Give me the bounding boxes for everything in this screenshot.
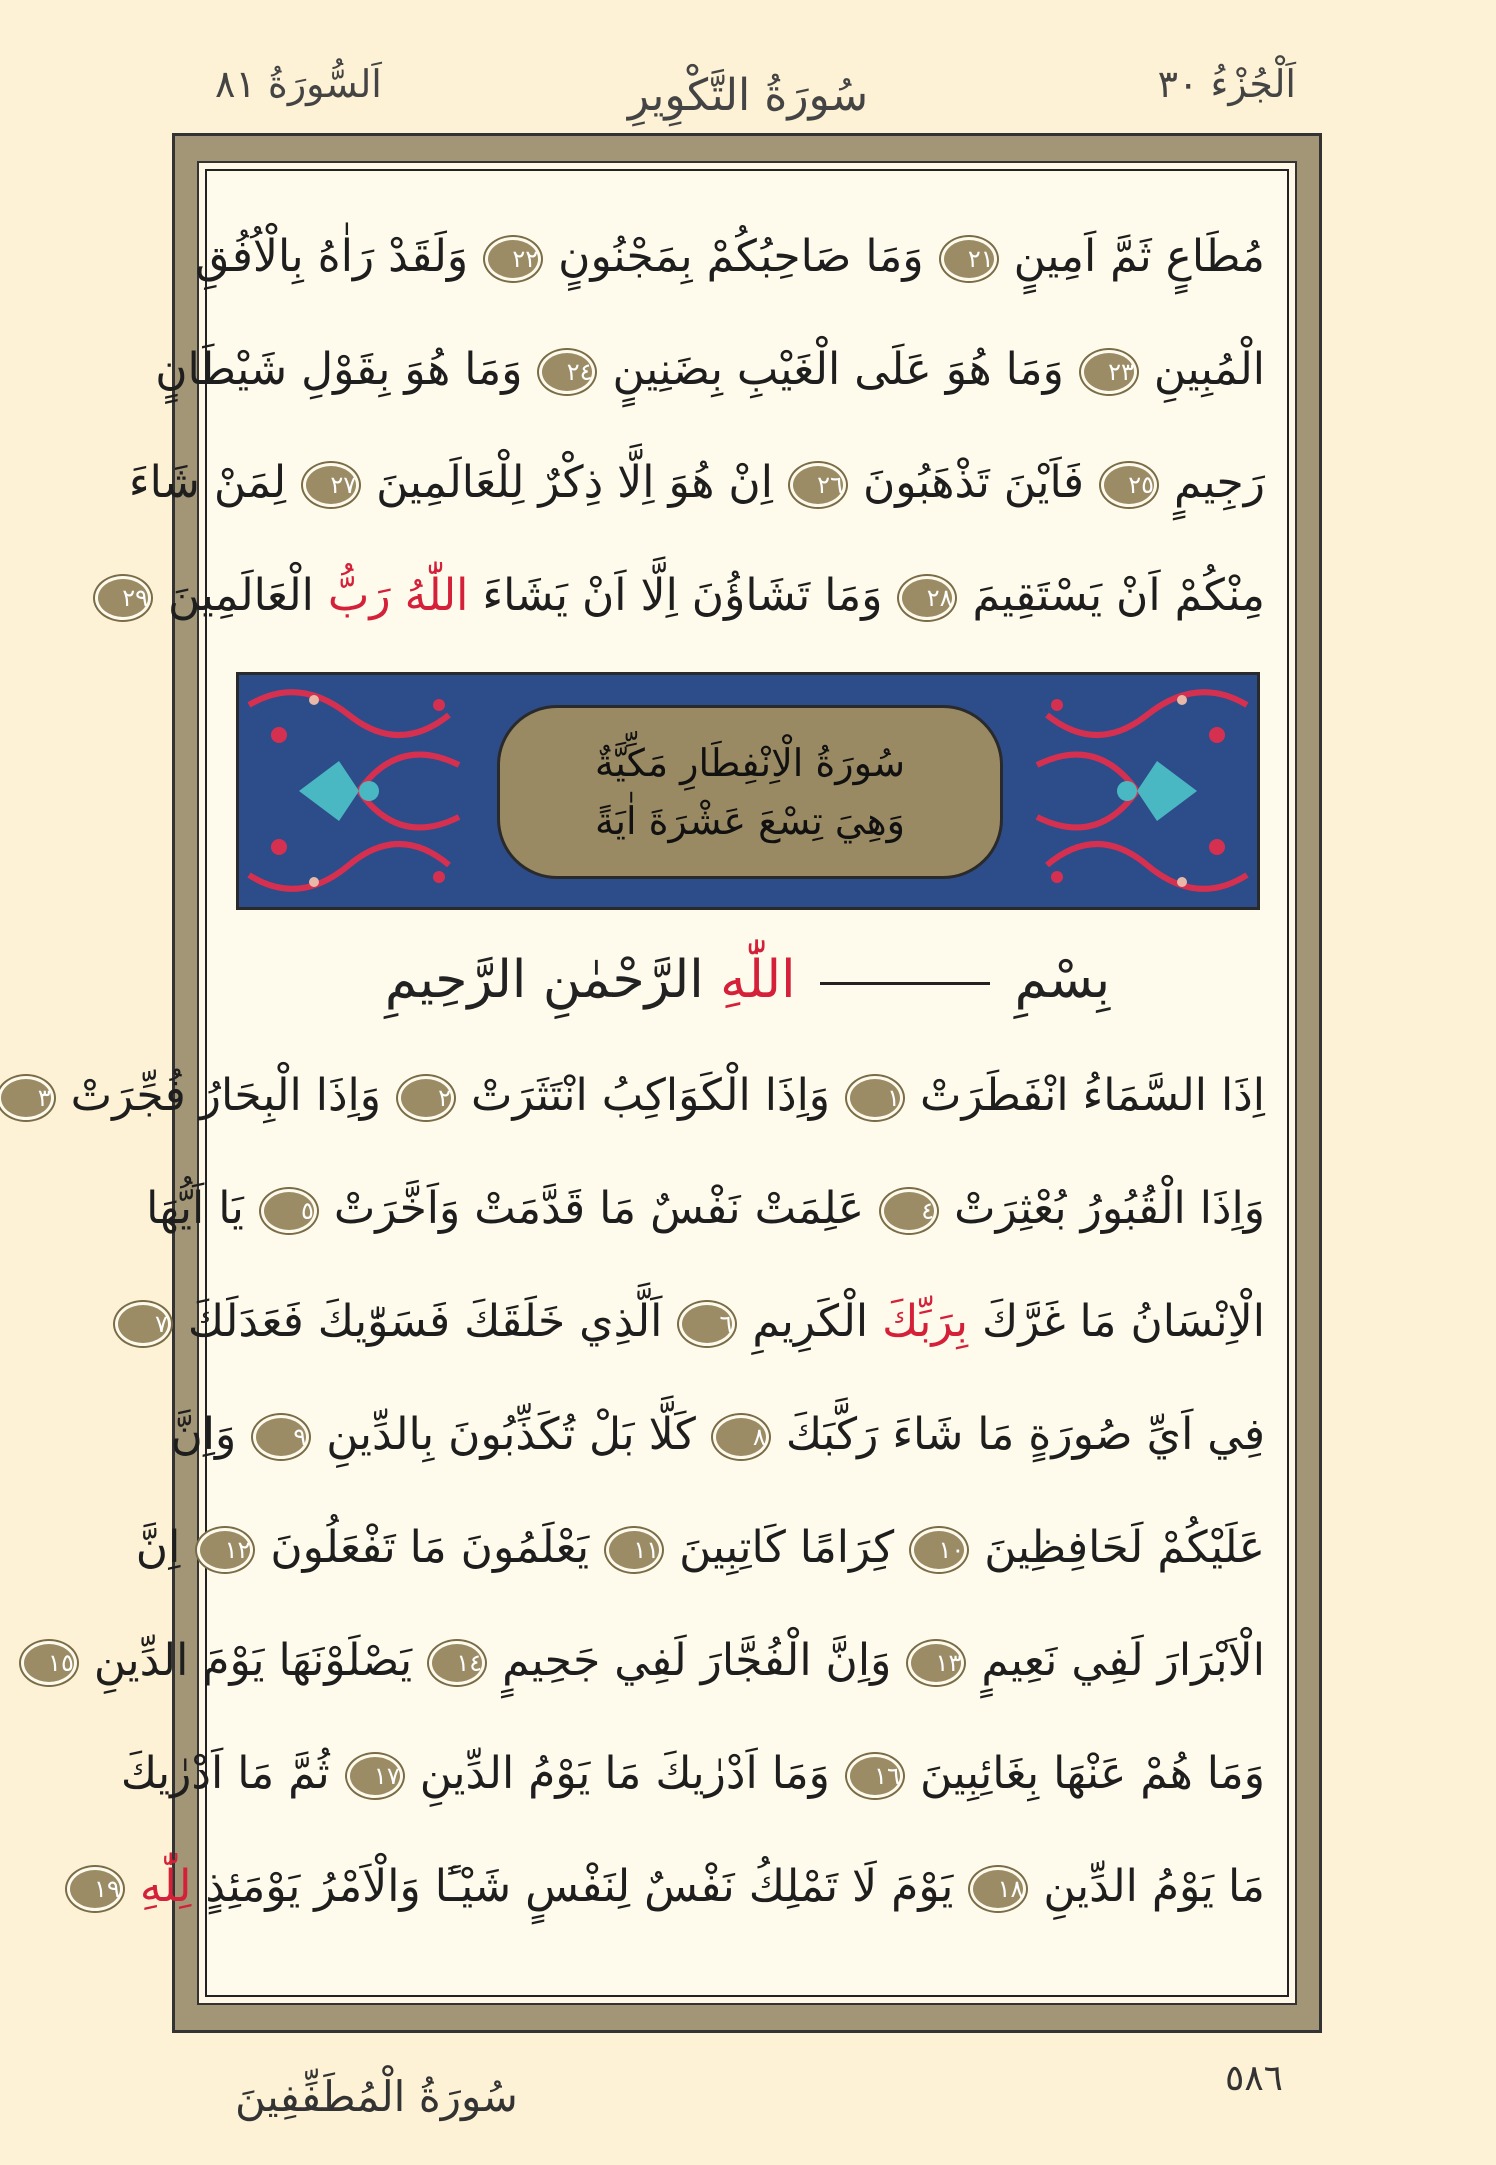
text-line: الْاِنْسَانُ مَا غَرَّكَ بِرَبِّكَ الْكَرِيمِ ٦ اَلَّذِي خَلَقَكَ فَسَوّٰيكَ فَعَدَلَكَ ٧ (230, 1272, 1265, 1372)
text-line: مُطَاعٍ ثَمَّ اَمِينٍ ٢١ وَمَا صَاحِبُكُمْ بِمَجْنُونٍ ٢٢ وَلَقَدْ رَاٰهُ بِالْاُفُقِ (195, 231, 1265, 282)
surah-title: سُورَةُ التَّكْوِيرِ (627, 70, 869, 121)
text-line: مِنْكُمْ اَنْ يَسْتَقِيمَ ٢٨ وَمَا تَشَاؤُنَ اِلَّا اَنْ يَشَاءَ اللّٰهُ رَبُّ الْعَالَمِينَ ٢٩ (230, 546, 1265, 646)
ayah-marker: ١٧ (350, 1757, 400, 1795)
surah-banner (236, 672, 1260, 910)
surah-number: اَلسُّورَةُ ٨١ (215, 62, 382, 106)
ayah-marker: ١٥ (24, 1644, 74, 1682)
ayah-marker: ٢٩ (98, 579, 148, 617)
ayah-marker: ١٢ (200, 1531, 250, 1569)
banner-line-1: سُورَةُ الْاِنْفِطَارِ مَكِّيَّةٌ (594, 741, 906, 785)
ayah-marker: ٩ (256, 1418, 306, 1456)
text-line: الْاَبْرَارَ لَفِي نَعِيمٍ ١٣ وَاِنَّ الْفُجَّارَ لَفِي جَحِيمٍ ١٤ يَصْلَوْنَهَا يَوْمَ الدِّينِ ١٥ (230, 1611, 1265, 1711)
ayah-marker: ١١ (609, 1531, 659, 1569)
ayah-marker: ٢٧ (306, 466, 356, 504)
ayah-marker: ٧ (118, 1305, 168, 1343)
text-line: اِذَا السَّمَاءُ انْفَطَرَتْ ١ وَاِذَا الْكَوَاكِبُ انْتَثَرَتْ ٢ وَاِذَا الْبِحَارُ فُجِّرَتْ ٣ (230, 1046, 1265, 1146)
ayah-marker: ٢٨ (902, 579, 952, 617)
ayah-marker: ٢١ (944, 240, 994, 278)
ayah-marker: ١٤ (432, 1644, 482, 1682)
ayah-marker: ٢٥ (1104, 466, 1154, 504)
banner-title-box (497, 705, 1003, 879)
ayah-marker: ٥ (264, 1192, 314, 1230)
ayah-marker: ١٩ (70, 1870, 120, 1908)
page-number: ٥٨٦ (1225, 2058, 1284, 2099)
ayah-marker: ١٠ (914, 1531, 964, 1569)
ayah-marker: ٢٢ (488, 240, 538, 278)
text-line: رَجِيمٍ ٢٥ فَاَيْنَ تَذْهَبُونَ ٢٦ اِنْ هُوَ اِلَّا ذِكْرٌ لِلْعَالَمِينَ ٢٧ لِمَنْ شَاءَ (128, 457, 1265, 508)
ayah-marker: ٨ (716, 1418, 766, 1456)
ayah-marker: ٢ (401, 1079, 451, 1117)
ayah-marker: ٢٤ (542, 353, 592, 391)
text-line: وَمَا هُمْ عَنْهَا بِغَائِبِينَ ١٦ وَمَا اَدْرٰيكَ مَا يَوْمُ الدِّينِ ١٧ ثُمَّ مَا اَدْرٰيكَ (120, 1748, 1265, 1799)
text-line: وَاِذَا الْقُبُورُ بُعْثِرَتْ ٤ عَلِمَتْ نَفْسٌ مَا قَدَّمَتْ وَاَخَّرَتْ ٥ يَا اَيُّهَا (146, 1183, 1265, 1234)
basmala: بِسْمِ اللّٰهِ الرَّحْمٰنِ الرَّحِيمِ (384, 950, 1111, 1010)
text-line: فِي اَيِّ صُورَةٍ مَا شَاءَ رَكَّبَكَ ٨ كَلَّا بَلْ تُكَذِّبُونَ بِالدِّينِ ٩ وَاِنَّ (170, 1409, 1265, 1460)
ayah-marker: ١٨ (973, 1870, 1023, 1908)
ayah-marker: ٢٣ (1084, 353, 1134, 391)
juz-label: اَلْجُزْءُ ٣٠ (1157, 62, 1296, 106)
ayah-marker: ١ (850, 1079, 900, 1117)
ayah-marker: ١٦ (850, 1757, 900, 1795)
text-line: عَلَيْكُمْ لَحَافِظِينَ ١٠ كِرَامًا كَاتِبِينَ ١١ يَعْلَمُونَ مَا تَفْعَلُونَ ١٢ اِنَّ (135, 1522, 1265, 1573)
ayah-marker: ٢٦ (793, 466, 843, 504)
ayah-marker: ١٣ (911, 1644, 961, 1682)
text-line: مَا يَوْمُ الدِّينِ ١٨ يَوْمَ لَا تَمْلِكُ نَفْسٌ لِنَفْسٍ شَيْـًٔا وَالْاَمْرُ يَوْمَئِذٍ لِلّٰهِ ١٩ (230, 1837, 1265, 1937)
ayah-marker: ٦ (682, 1305, 732, 1343)
banner-line-2: وَهِيَ تِسْعَ عَشْرَةَ اٰيَةً (595, 799, 905, 843)
text-line: الْمُبِينِ ٢٣ وَمَا هُوَ عَلَى الْغَيْبِ بِضَنِينٍ ٢٤ وَمَا هُوَ بِقَوْلِ شَيْطَانٍ (155, 344, 1265, 395)
next-surah-catchword: سُورَةُ الْمُطَفِّفِينَ (235, 2072, 518, 2121)
ayah-marker: ٣ (1, 1079, 51, 1117)
ayah-marker: ٤ (884, 1192, 934, 1230)
